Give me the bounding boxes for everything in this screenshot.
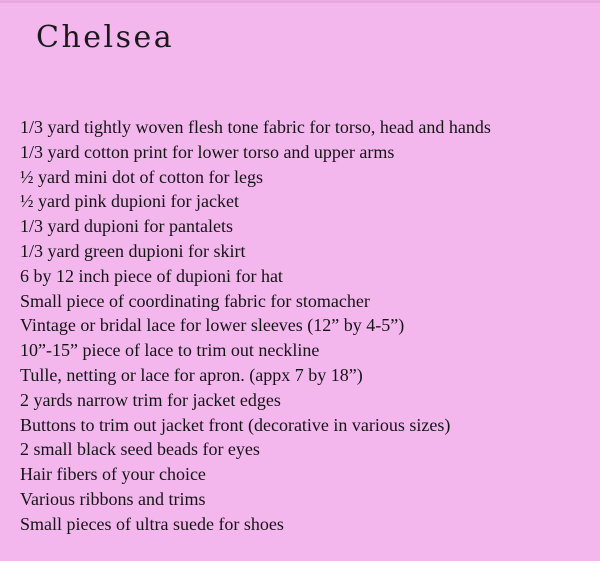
list-item: Various ribbons and trims [20,488,206,509]
page-top-edge [0,0,600,3]
list-item: 1/3 yard tightly woven flesh tone fabric for torso, head and hands [20,117,491,137]
list-item: 10”-15” piece of lace to trim out neckline [20,340,320,361]
page-title: Chelsea [36,20,175,55]
list-item: Small piece of coordinating fabric for stomacher [20,290,370,311]
list-item: ½ yard pink dupioni for jacket [20,191,239,212]
list-item: 6 by 12 inch piece of dupioni for hat [20,265,283,286]
list-item: 2 yards narrow trim for jacket edges [20,389,281,410]
list-item: Small pieces of ultra suede for shoes [20,513,284,534]
list-item: 1/3 yard green dupioni for skirt [20,240,246,261]
list-item: 1/3 yard cotton print for lower torso and upper arms [20,141,395,162]
list-item: Hair fibers of your choice [20,464,206,485]
list-item: Vintage or bridal lace for lower sleeves (12” by 4-5”) [20,315,405,336]
list-item: Buttons to trim out jacket front (decorative in various sizes) [20,414,451,435]
list-item: Tulle, netting or lace for apron. (appx 7 by 18”) [20,364,363,385]
list-item: 1/3 yard dupioni for pantalets [20,216,233,237]
list-item: ½ yard mini dot of cotton for legs [20,166,263,187]
list-item: 2 small black seed beads for eyes [20,439,260,460]
supply-list [20,115,491,537]
